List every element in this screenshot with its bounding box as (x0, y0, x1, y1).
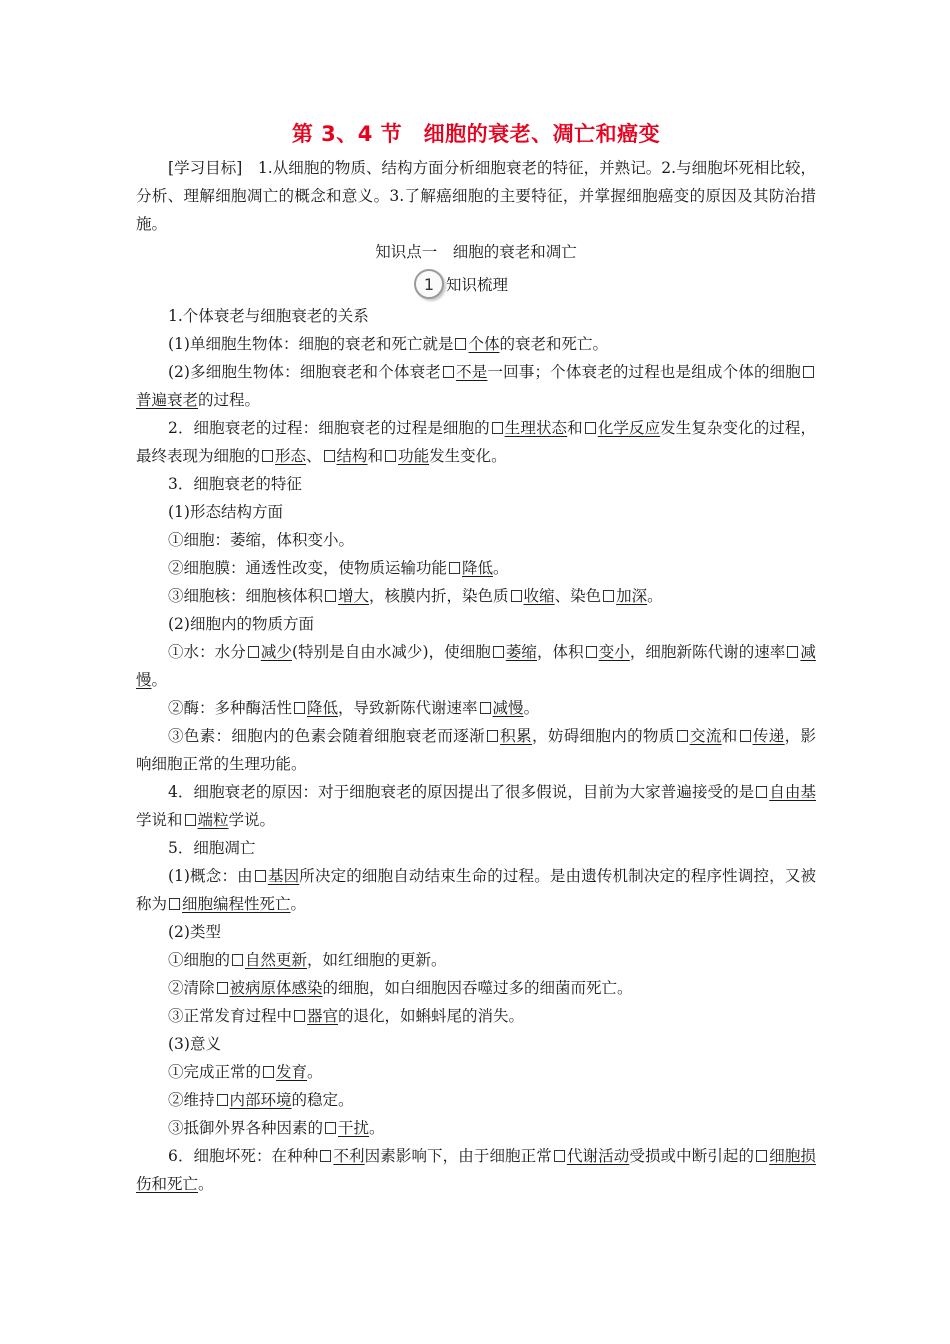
item-line: 2．细胞衰老的过程：细胞衰老的过程是细胞的 生理状态和 化学反应发生复杂变化的过程，最终表现为细胞的 形态、 结构和 功能发生变化。 (136, 419, 816, 465)
blank-box-icon (803, 366, 814, 378)
section-title: 知识点一 细胞的衰老和凋亡 (375, 243, 577, 261)
blank-box-icon (263, 1066, 274, 1078)
answer-text: 萎缩 (505, 643, 537, 661)
item-line: (2)多细胞生物体：细胞衰老和个体衰老 不是一回事；个体衰老的过程也是组成个体的细胞普遍衰老的过程。 (136, 358, 816, 414)
answer-text: 功能 (398, 447, 430, 465)
blank-box-icon (480, 702, 491, 714)
answer-text: 自由基 (769, 783, 816, 801)
page-title: 第 3、4 节 细胞的衰老、凋亡和癌变 (291, 122, 661, 146)
blank-box-icon (248, 646, 259, 658)
answer-text: 普遍衰老 (136, 391, 199, 409)
answer-text: 收缩 (523, 587, 555, 605)
answer-text: 不是 (455, 363, 488, 381)
answer-text: 降低 (462, 559, 494, 577)
blank-box-icon (324, 450, 335, 462)
blank-box-icon (603, 590, 614, 602)
blank-box-icon (294, 1010, 305, 1022)
item-line: ①细胞的 自然更新，如红细胞的更新。 (168, 951, 447, 969)
blank-box-icon (325, 1122, 336, 1134)
answer-text: 加深 (616, 587, 648, 605)
blank-box-icon (492, 422, 503, 434)
item-line: (1)单细胞生物体：细胞的衰老和死亡就是 个体的衰老和死亡。 (168, 335, 608, 353)
answer-text: 干扰 (338, 1119, 370, 1137)
answer-text: 生理状态 (504, 419, 568, 437)
item-line: ②细胞膜：通透性改变，使物质运输功能 降低。 (168, 559, 509, 577)
answer-text: 个体 (468, 335, 500, 353)
blank-box-icon (493, 646, 504, 658)
answer-text: 积累 (499, 727, 532, 745)
answer-text: 器官 (307, 1007, 339, 1025)
blank-box-icon (255, 870, 266, 882)
answer-text: 端粒 (197, 811, 229, 829)
blank-box-icon (325, 590, 336, 602)
circled-number-icon: 1 (414, 269, 444, 299)
badge-label: 知识梳理 (445, 276, 508, 294)
blank-box-icon (586, 646, 597, 658)
item-line: 5．细胞凋亡 (168, 839, 256, 857)
blank-box-icon (443, 366, 454, 378)
answer-text: 内部环境 (229, 1091, 292, 1109)
item-line: ③细胞核：细胞核体积 增大，核膜内折，染色质 收缩、染色 加深。 (168, 587, 663, 605)
blank-box-icon (756, 1150, 767, 1162)
answer-text: 基因 (267, 867, 300, 885)
answer-text: 代谢活动 (566, 1147, 630, 1165)
item-line: (3)意义 (168, 1035, 221, 1053)
answer-text: 细胞编程性死亡 (182, 895, 291, 913)
item-line: ③色素：细胞内的色素会随着细胞衰老而逐渐 积累，妨碍细胞内的物质 交流和 传递，影响细胞正常的生理功能。 (136, 727, 816, 773)
answer-text: 增大 (338, 587, 370, 605)
item-line: ②清除 被病原体感染的细胞，如白细胞因吞噬过多的细菌而死亡。 (168, 979, 633, 997)
answer-text: 化学反应 (597, 419, 661, 437)
answer-text: 减少 (260, 643, 292, 661)
item-line: (1)形态结构方面 (168, 503, 283, 521)
blank-box-icon (294, 702, 305, 714)
answer-text: 结构 (336, 447, 368, 465)
item-line: 3．细胞衰老的特征 (168, 475, 302, 493)
answer-text: 形态 (275, 447, 307, 465)
blank-box-icon (449, 562, 460, 574)
item-line: ②维持 内部环境的稳定。 (168, 1091, 354, 1109)
item-line: ①细胞：萎缩，体积变小。 (168, 531, 355, 549)
item-line: (2)类型 (168, 923, 221, 941)
blank-box-icon (185, 814, 196, 826)
item-line: ③正常发育过程中 器官的退化，如蝌蚪尾的消失。 (168, 1007, 525, 1025)
learning-objectives: [学习目标] 1.从细胞的物质、结构方面分析细胞衰老的特征，并熟记。2.与细胞坏死相比较，分析、理解细胞凋亡的概念和意义。3.了解癌细胞的主要特征，并掌握细胞癌变的原因及其防治措施。 (136, 159, 816, 233)
item-line: ②酶：多种酶活性 降低，导致新陈代谢速率 减慢。 (168, 699, 540, 717)
answer-text: 不利 (333, 1147, 365, 1165)
blank-box-icon (232, 954, 243, 966)
item-line: 6．细胞坏死：在种种 不利因素影响下，由于细胞正常 代谢活动受损或中断引起的 细胞损伤和死亡。 (136, 1147, 816, 1193)
answer-text: 发育 (276, 1063, 308, 1081)
blank-box-icon (585, 422, 596, 434)
item-line: ①完成正常的 发育。 (168, 1063, 323, 1081)
blank-box-icon (554, 1150, 565, 1162)
answer-text: 变小 (598, 643, 630, 661)
blank-box-icon (169, 898, 180, 910)
item-line: 4．细胞衰老的原因：对于细胞衰老的原因提出了很多假说，目前为大家普遍接受的是 自由基学说和 端粒学说。 (136, 783, 816, 829)
answer-text: 交流 (689, 727, 722, 745)
blank-box-icon (487, 730, 498, 742)
item-line: 1.个体衰老与细胞衰老的关系 (168, 307, 369, 325)
blank-box-icon (262, 450, 273, 462)
item-line: (2)细胞内的物质方面 (168, 615, 314, 633)
blank-box-icon (740, 730, 751, 742)
answer-text: 细胞损伤和死亡 (136, 1147, 816, 1193)
knowledge-badge (106, 266, 816, 302)
blank-box-icon (320, 1150, 331, 1162)
answer-text: 被病原体感染 (229, 979, 323, 997)
answer-text: 降低 (307, 699, 339, 717)
blank-box-icon (787, 646, 798, 658)
blank-box-icon (217, 982, 228, 994)
item-line: ①水：水分 减少(特别是自由水减少)，使细胞 萎缩，体积 变小，细胞新陈代谢的速率 减慢。 (136, 643, 816, 689)
answer-text: 传递 (752, 727, 785, 745)
item-line: (1)概念：由 基因所决定的细胞自动结束生命的过程。是由遗传机制决定的程序性调控，又被称为 细胞编程性死亡。 (136, 867, 816, 913)
item-line: ③抵御外界各种因素的 干扰。 (168, 1119, 385, 1137)
blank-box-icon (385, 450, 396, 462)
answer-text: 自然更新 (245, 951, 308, 969)
blank-box-icon (511, 590, 522, 602)
blank-box-icon (677, 730, 688, 742)
answer-text: 减慢 (136, 643, 816, 689)
blank-box-icon (217, 1094, 228, 1106)
answer-text: 减慢 (492, 699, 524, 717)
blank-box-icon (455, 338, 466, 350)
document-page (136, 118, 816, 1198)
blank-box-icon (756, 786, 767, 798)
